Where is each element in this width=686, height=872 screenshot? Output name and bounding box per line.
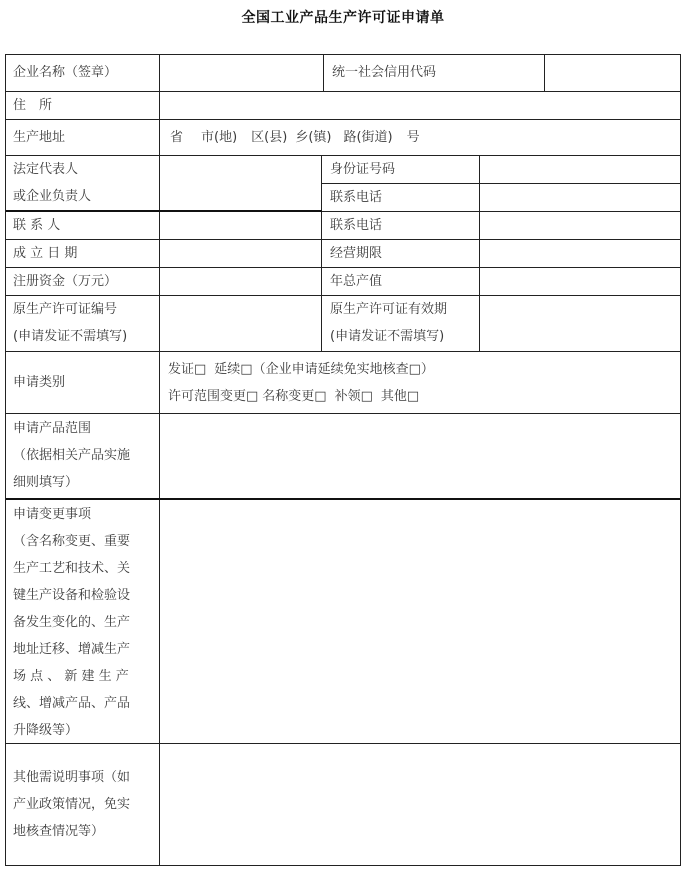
option-name-change[interactable]: 名称变更□ <box>262 388 327 404</box>
id-number-label: 身份证号码 <box>322 156 480 184</box>
product-scope-label <box>5 414 160 499</box>
other-notes-label-line: 产业政策情况，免实 <box>13 797 131 812</box>
business-term-label: 经营期限 <box>322 240 480 268</box>
product-scope-field[interactable] <box>160 414 681 499</box>
residence-label: 住 所 <box>5 92 160 120</box>
other-notes-label-line: 地核查情况等） <box>13 824 105 839</box>
contact-phone-field[interactable] <box>480 212 681 240</box>
change-items-label-line: 备发生变化的、生产 <box>13 615 131 630</box>
legal-rep-label <box>5 156 160 212</box>
legal-rep-label-line1: 法定代表人 <box>13 162 79 177</box>
original-license-label <box>5 296 160 352</box>
change-items-label-line: 生产工艺和技术、关 <box>13 561 131 576</box>
address-number: 号 <box>406 130 420 145</box>
production-address-label: 生产地址 <box>5 120 160 156</box>
change-items-field[interactable] <box>160 500 681 744</box>
contact-phone-label: 联系电话 <box>322 212 480 240</box>
address-city: 市(地) <box>201 130 238 145</box>
company-name-label: 企业名称（签章） <box>5 54 160 92</box>
change-items-label-line: 升降级等） <box>13 723 79 738</box>
application-type-options <box>160 352 681 414</box>
production-address-field[interactable] <box>160 120 681 156</box>
other-notes-field[interactable] <box>160 744 681 866</box>
original-validity-label-line1: 原生产许可证有效期 <box>330 302 448 317</box>
annual-output-field[interactable] <box>480 268 681 296</box>
change-items-label-line: 场 点 、 新 建 生 产 <box>13 669 129 684</box>
option-renewal[interactable]: 延续□（企业申请延续免实地核查□） <box>214 361 434 377</box>
address-street: 路(街道) <box>343 130 393 145</box>
company-name-field[interactable] <box>160 54 324 92</box>
address-township: 乡(镇) <box>295 130 332 145</box>
legal-rep-phone-field[interactable] <box>480 184 681 212</box>
other-notes-label <box>5 744 160 866</box>
change-items-label-line: 键生产设备和检验设 <box>13 588 131 603</box>
established-date-label: 成 立 日 期 <box>5 240 160 268</box>
change-items-label-line: （含名称变更、重要 <box>13 534 131 549</box>
id-number-field[interactable] <box>480 156 681 184</box>
address-district: 区(县) <box>251 130 288 145</box>
registered-capital-label: 注册资金（万元） <box>5 268 160 296</box>
option-scope-change[interactable]: 许可范围变更□ <box>168 388 259 404</box>
contact-label: 联 系 人 <box>5 212 160 240</box>
product-scope-label-line2: （依据相关产品实施 <box>13 448 131 463</box>
legal-rep-phone-label: 联系电话 <box>322 184 480 212</box>
option-issue[interactable]: 发证□ <box>168 361 207 377</box>
application-type-label: 申请类别 <box>5 352 160 414</box>
option-reissue[interactable]: 补领□ <box>334 388 373 404</box>
original-license-label-line1: 原生产许可证编号 <box>13 302 118 317</box>
change-items-label-line: 申请变更事项 <box>13 507 92 522</box>
residence-field[interactable] <box>160 92 681 120</box>
legal-rep-label-line2: 或企业负责人 <box>13 189 92 204</box>
credit-code-field[interactable] <box>545 54 681 92</box>
contact-field[interactable] <box>160 212 322 240</box>
original-validity-field[interactable] <box>480 296 681 352</box>
change-items-label-line: 地址迁移、增减生产 <box>13 642 131 657</box>
application-form <box>5 54 681 866</box>
original-validity-label <box>322 296 480 352</box>
other-notes-label-line: 其他需说明事项（如 <box>13 770 131 785</box>
legal-rep-field[interactable] <box>160 156 322 212</box>
original-validity-label-line2: (申请发证不需填写) <box>330 329 445 344</box>
original-license-label-line2: (申请发证不需填写) <box>13 329 128 344</box>
product-scope-label-line1: 申请产品范围 <box>13 421 92 436</box>
annual-output-label: 年总产值 <box>322 268 480 296</box>
original-license-field[interactable] <box>160 296 322 352</box>
form-title: 全国工业产品生产许可证申请单 <box>241 10 445 26</box>
option-other[interactable]: 其他□ <box>380 388 420 404</box>
product-scope-label-line3: 细则填写） <box>13 475 79 490</box>
change-items-label <box>5 500 160 744</box>
address-province: 省 <box>170 130 184 145</box>
registered-capital-field[interactable] <box>160 268 322 296</box>
established-date-field[interactable] <box>160 240 322 268</box>
change-items-label-line: 线、增减产品、产品 <box>13 696 131 711</box>
credit-code-label: 统一社会信用代码 <box>324 54 545 92</box>
business-term-field[interactable] <box>480 240 681 268</box>
